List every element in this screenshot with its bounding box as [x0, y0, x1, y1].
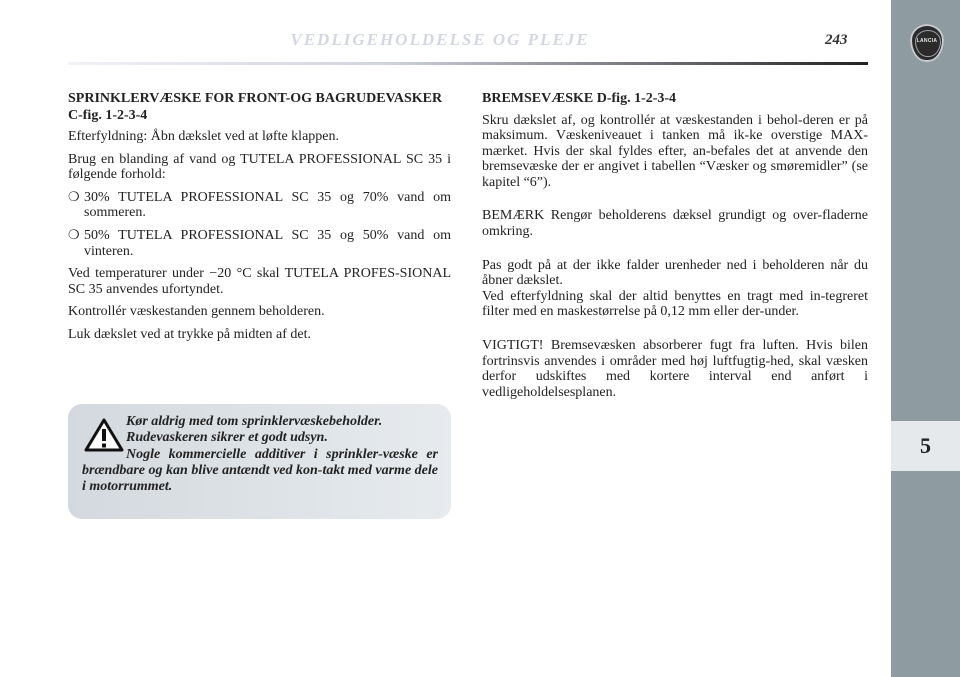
- lancia-logo-icon: [910, 24, 944, 62]
- funnel-instruction: Ved efterfyldning skal der altid benyttes en tragt med in-tegreret filter med en maskestørrelse på 0,12 mm eller der-under.: [482, 288, 868, 320]
- warning-line-3-text: Nogle kommercielle additiver i sprinkler-væske er brændbare og kan blive antændt ved kon-takt med varme dele i motorrummet.: [82, 446, 438, 495]
- brake-fluid-check: Skru dækslet af, og kontrollér at væskestanden i behol-deren er på maksimum. Væskeniveauet i tanken må ik-ke overstige MAX-mærket. Hvis der skal fyldes efter, an-befales det at anvende den bremsevæske der er angivet i tabellen “Væsker og smøremidler” (se kapitel “6”).: [482, 112, 868, 190]
- bullet-circle-icon: ❍: [68, 227, 80, 243]
- bullet-winter: [68, 228, 451, 259]
- warning-line-1: Kør aldrig med tom sprinklervæskebeholder.: [126, 414, 383, 429]
- bullet-winter-text: 50% TUTELA PROFESSIONAL SC 35 og 50% vand om vinteren.: [84, 227, 451, 259]
- low-temperature-note: Ved temperaturer under −20 °C skal TUTELA PROFES-SIONAL SC 35 anvendes ufortyndet.: [68, 266, 451, 297]
- brake-note: BEMÆRK Rengør beholderens dæksel grundigt og over-fladerne omkring.: [482, 208, 868, 240]
- bullet-circle-icon: ❍: [68, 189, 80, 205]
- check-level-instruction: Kontrollér væskestanden gennem beholderen.: [68, 304, 325, 320]
- moisture-important: VIGTIGT! Bremsevæsken absorberer fugt fra luften. Hvis bilen fortrinsvis anvendes i områder med høj luftfugtig-hed, skal væsken derfor udskiftes med kortere interval end anført i vedligeholdelsesplanen.: [482, 338, 868, 400]
- header-divider: [68, 62, 868, 65]
- logo-text: LANCIA: [916, 38, 938, 44]
- mixture-instruction: Brug en blanding af vand og TUTELA PROFESSIONAL SC 35 i følgende forhold:: [68, 151, 451, 183]
- right-column: [482, 91, 868, 407]
- refill-instruction: Efterfyldning: Åbn dækslet ved at løfte klappen.: [68, 129, 339, 144]
- warning-box: [68, 404, 451, 519]
- bullet-summer-text: 30% TUTELA PROFESSIONAL SC 35 og 70% vand om sommeren.: [84, 189, 451, 221]
- warning-text: [82, 414, 438, 495]
- chapter-sidebar: [891, 0, 960, 677]
- warning-line-2: Rudevaskeren sikrer et godt udsyn.: [126, 430, 328, 446]
- brake-fluid-heading: BREMSEVÆSKE D-fig. 1-2-3-4: [482, 91, 677, 106]
- washer-fluid-heading: SPRINKLERVÆSKE FOR FRONT-OG BAGRUDEVASKER C-fig. 1-2-3-4: [68, 91, 443, 123]
- warning-line-3: [82, 447, 438, 496]
- left-column: [68, 91, 451, 350]
- page-number: 243: [825, 32, 848, 48]
- chapter-tab[interactable]: 5: [891, 421, 960, 471]
- bullet-summer: [68, 190, 451, 221]
- dirt-warning: Pas godt på at der ikke falder urenheder ned i beholderen når du åbner dækslet.: [482, 257, 868, 289]
- section-title: VEDLIGEHOLDELSE OG PLEJE: [290, 30, 590, 49]
- close-cap-instruction: Luk dækslet ved at trykke på midten af det.: [68, 326, 311, 342]
